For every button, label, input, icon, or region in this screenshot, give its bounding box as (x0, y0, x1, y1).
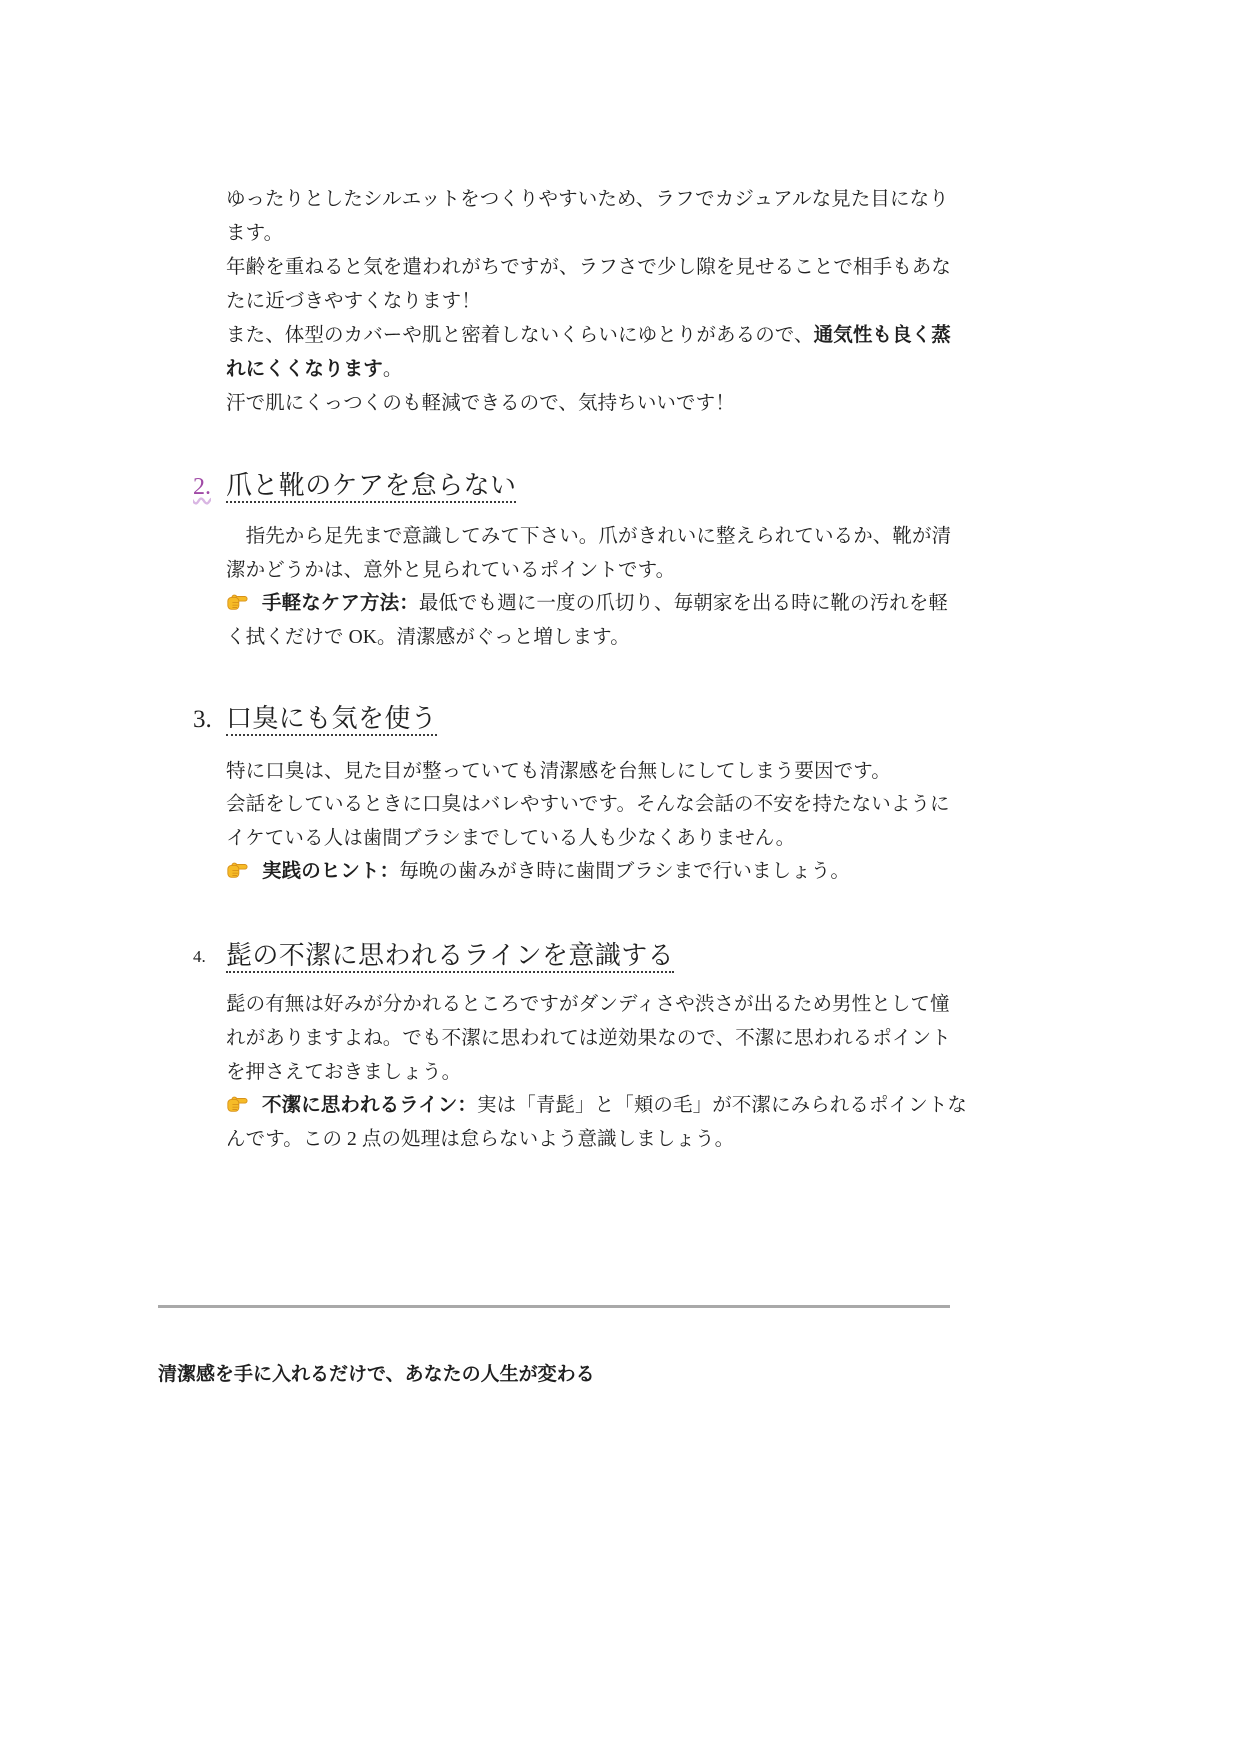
tip-label: 実践のヒント： (262, 861, 400, 883)
section-4-heading (193, 937, 674, 977)
section-4-line-1: 髭の有無は好みが分かれるところですがダンディさや渋さが出るため男性として憧 (226, 994, 950, 1015)
tip-label: 手軽なケア方法： (262, 593, 419, 615)
tip-text: 最低でも週に一度の爪切り、毎朝家を出る時に靴の汚れを軽 (418, 593, 949, 615)
intro-paragraph (226, 183, 966, 421)
section-4-line-3: を押さえておきましょう。 (226, 1061, 462, 1083)
section-3-paragraph (226, 755, 966, 889)
section-3-title: 口臭にも気を使う (226, 704, 437, 736)
pointing-hand-icon (226, 860, 248, 880)
section-2-line-2: 潔かどうかは、意外と見られているポイントです。 (226, 559, 676, 581)
section-4-line-2: れがありますよね。でも不潔に思われては逆効果なので、不潔に思われるポイント (226, 1027, 951, 1049)
section-3-line-1: 特に口臭は、見た目が整っていても清潔感を台無しにしてしまう要因です。 (226, 761, 891, 782)
section-4-line-5: んです。この 2 点の処理は怠らないよう意識しましょう。 (226, 1129, 735, 1150)
section-2-paragraph (226, 520, 966, 654)
intro-line-5-text: また、体型のカバーや肌と密着しないくらいにゆとりがあるので、 (226, 325, 814, 346)
section-4-paragraph (226, 988, 966, 1157)
pointing-hand-icon (226, 1094, 248, 1114)
intro-line-1: ゆったりとしたシルエットをつくりやすいため、ラフでカジュアルな見た目になり (226, 189, 949, 210)
section-2-number: 2. (193, 474, 211, 500)
tip-text: 実は「青髭」と「頬の毛」が不潔にみられるポイントな (477, 1095, 968, 1117)
section-2-line-1: 指先から足先まで意識してみて下さい。爪がきれいに整えられているか、靴が清 (226, 526, 952, 547)
section-4-number: 4. (193, 947, 206, 966)
section-2-heading (193, 467, 516, 507)
section-2-title: 爪と靴のケアを怠らない (226, 471, 516, 503)
intro-line-6-text: 。 (382, 359, 403, 380)
section-3-heading (193, 700, 437, 740)
closing-statement: 清潔感を手に入れるだけで、あなたの人生が変わる (158, 1364, 595, 1385)
pointing-hand-icon (226, 592, 248, 612)
section-3-number: 3. (193, 706, 212, 733)
intro-line-3: 年齢を重ねると気を遣われがちですが、ラフさで少し隙を見せることで相手もあな (226, 257, 952, 278)
intro-emphasis-end: れにくくなります (226, 359, 383, 380)
intro-line-7: 汗で肌にくっつくのも軽減できるので、気持ちいいです！ (226, 393, 735, 414)
intro-line-5 (226, 319, 966, 353)
section-2-tip-line (226, 587, 966, 621)
intro-emphasis-start: 通気性も良く蒸 (813, 325, 951, 346)
intro-line-4: たに近づきやすくなります！ (226, 291, 481, 312)
intro-line-6 (226, 353, 966, 387)
section-3-line-2: 会話をしているときに口臭はバレやすいです。そんな会話の不安を持たないように (226, 794, 950, 816)
section-2-line-4: く拭くだけで OK。清潔感がぐっと増します。 (226, 626, 630, 648)
section-4-tip-line (226, 1089, 966, 1123)
section-3-line-3: イケている人は歯間ブラシまでしている人も少なくありません。 (226, 827, 796, 849)
tip-text: 毎晩の歯みがき時に歯間ブラシまで行いましょう。 (399, 861, 851, 883)
section-4-title: 髭の不潔に思われるラインを意識する (226, 941, 674, 973)
tip-label: 不潔に思われるライン： (262, 1095, 478, 1117)
horizontal-rule (158, 1305, 950, 1308)
intro-line-2: ます。 (226, 223, 284, 244)
section-3-tip-line (226, 855, 966, 888)
